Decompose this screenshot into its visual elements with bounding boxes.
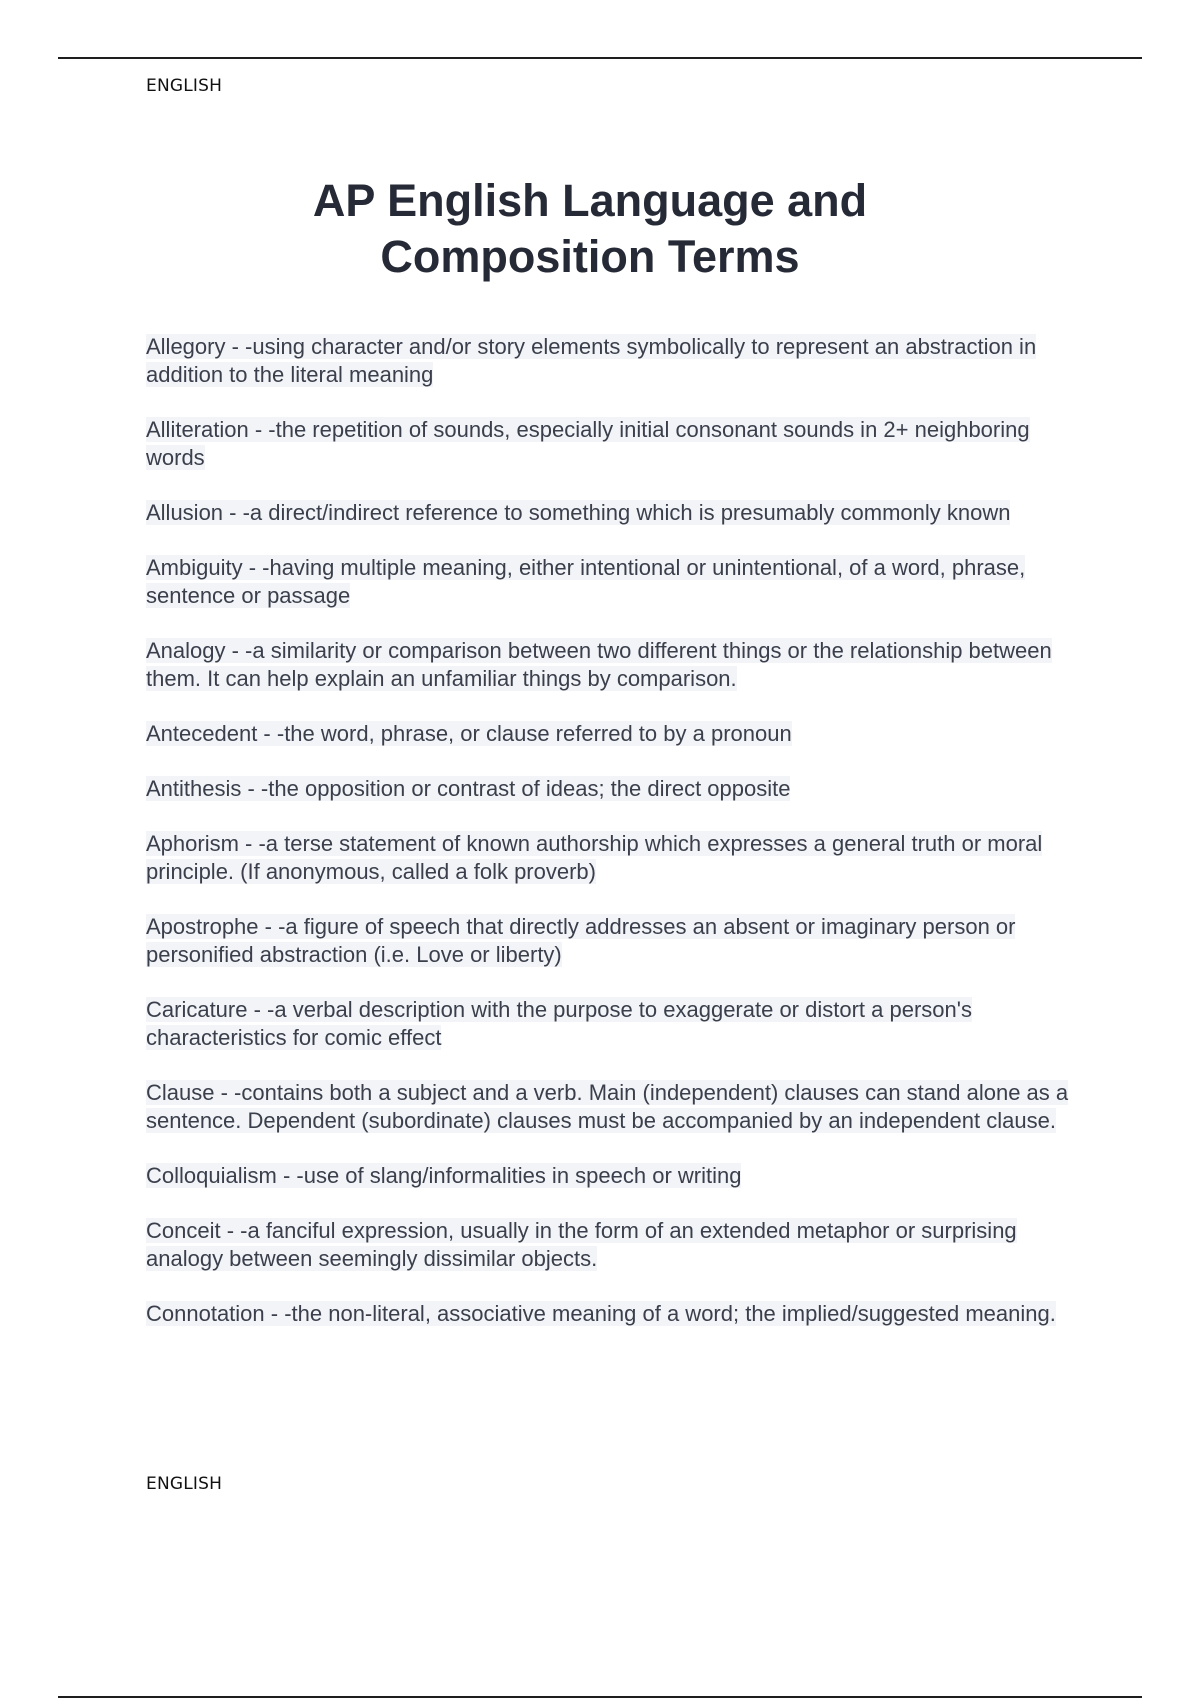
list-item <box>146 720 1076 748</box>
term-definition: Apostrophe - -a figure of speech that directly addresses an absent or imaginary person or personified abstraction (i.e. Love or liberty) <box>146 914 1016 967</box>
list-item <box>146 913 1076 969</box>
list-item <box>146 333 1076 389</box>
term-definition: Clause - -contains both a subject and a verb. Main (independent) clauses can stand alone as a sentence. Dependent (subordinate) clauses must be accompanied by an independent clause. <box>146 1080 1069 1133</box>
list-item <box>146 830 1076 886</box>
page-header-label: ENGLISH <box>146 76 223 96</box>
list-item <box>146 996 1076 1052</box>
bottom-rule <box>58 1696 1142 1698</box>
list-item <box>146 1162 1076 1190</box>
list-item <box>146 1079 1076 1135</box>
term-definition: Conceit - -a fanciful expression, usually in the form of an extended metaphor or surprising analogy between seemingly dissimilar objects. <box>146 1218 1017 1271</box>
page-footer-label: ENGLISH <box>146 1474 223 1494</box>
term-definition: Antecedent - -the word, phrase, or clause referred to by a pronoun <box>146 721 792 746</box>
list-item <box>146 637 1076 693</box>
term-definition: Aphorism - -a terse statement of known authorship which expresses a general truth or moral principle. (If anonymous, called a folk proverb) <box>146 831 1043 884</box>
list-item <box>146 554 1076 610</box>
list-item <box>146 416 1076 472</box>
page-title: AP English Language and Composition Terms <box>312 175 868 283</box>
list-item <box>146 1300 1076 1328</box>
term-definition: Connotation - -the non-literal, associative meaning of a word; the implied/suggested meaning. <box>146 1301 1056 1326</box>
term-definition: Analogy - -a similarity or comparison between two different things or the relationship between them. It can help explain an unfamiliar things by comparison. <box>146 638 1052 691</box>
terms-list <box>146 333 1076 1355</box>
term-definition: Allusion - -a direct/indirect reference to something which is presumably commonly known <box>146 500 1011 525</box>
list-item <box>146 775 1076 803</box>
term-definition: Alliteration - -the repetition of sounds, especially initial consonant sounds in 2+ neighboring words <box>146 417 1030 470</box>
list-item <box>146 1217 1076 1273</box>
term-definition: Colloquialism - -use of slang/informalities in speech or writing <box>146 1163 742 1188</box>
term-definition: Ambiguity - -having multiple meaning, either intentional or unintentional, of a word, phrase, sentence or passage <box>146 555 1026 608</box>
top-rule <box>58 57 1142 59</box>
term-definition: Allegory - -using character and/or story elements symbolically to represent an abstraction in addition to the literal meaning <box>146 334 1037 387</box>
list-item <box>146 499 1076 527</box>
term-definition: Caricature - -a verbal description with the purpose to exaggerate or distort a person's characteristics for comic effect <box>146 997 972 1050</box>
term-definition: Antithesis - -the opposition or contrast of ideas; the direct opposite <box>146 776 791 801</box>
